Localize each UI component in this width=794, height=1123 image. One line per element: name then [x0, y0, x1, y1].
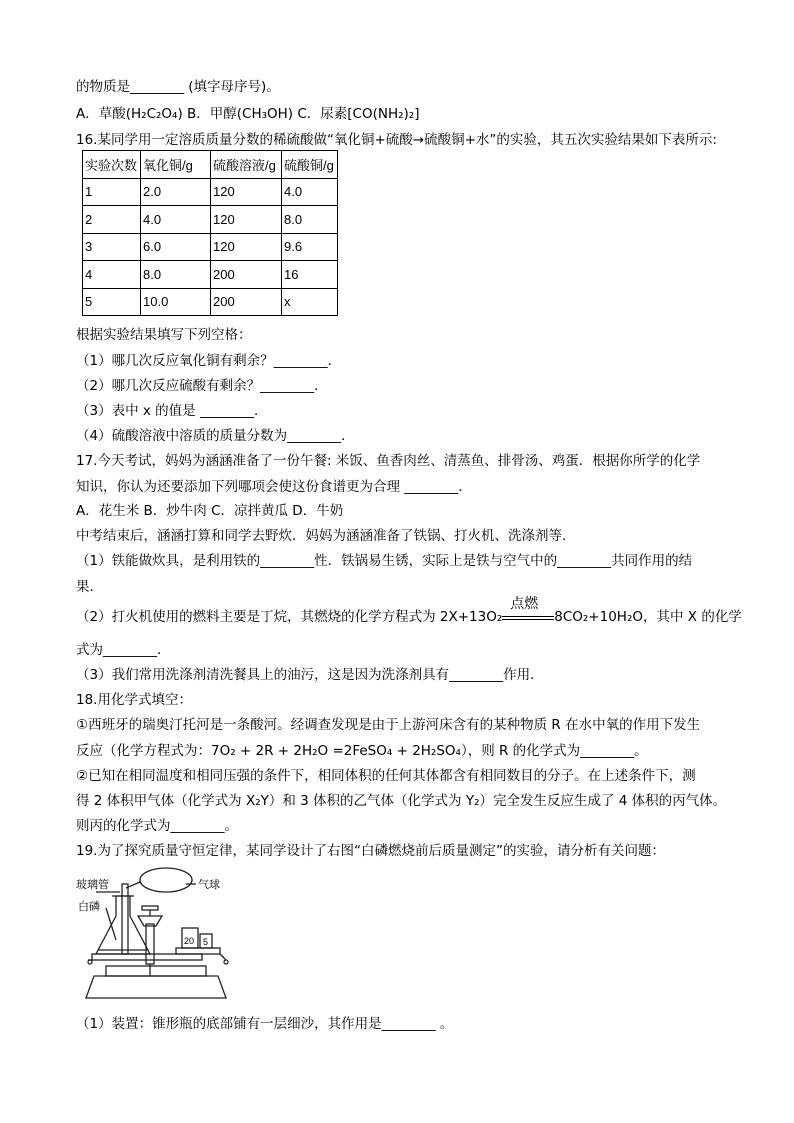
table-cell: 120 [211, 233, 282, 261]
table-cell: 8.0 [282, 206, 338, 234]
q19-stem: 19.为了探究质量守恒定律，某同学设计了右图“白磷燃烧前后质量测定”的实验，请分析有关问题： [76, 843, 665, 859]
table-cell: 3 [83, 233, 141, 261]
label-balloon: 气球 [198, 879, 220, 891]
q17-context: 中考结束后，涵涵打算和同学去野炊．妈妈为涵涵准备了铁锅、打火机、洗涤剂等． [76, 528, 576, 544]
table-row [83, 261, 338, 289]
table-header: 实验次数 [83, 151, 141, 179]
table-cell: 2 [83, 206, 141, 234]
flask-shape [96, 896, 150, 954]
q15-options: A．草酸(H₂C₂O₄) B．甲醇(CH₃OH) C．尿素[CO(NH₂)₂] [76, 106, 420, 122]
table-cell: 4.0 [141, 206, 211, 234]
table-header: 硫酸溶液/g [211, 151, 282, 179]
table-cell: 5 [83, 288, 141, 316]
top-line: 的物质是________ (填字母序号)。 [76, 79, 280, 95]
table-cell: x [282, 288, 338, 316]
label-white-phosphorus: 白磷 [78, 901, 100, 913]
table-cell: 8.0 [141, 261, 211, 289]
results-table [82, 150, 338, 316]
weight-label-20: 20 [184, 936, 195, 946]
q17-sub1-line1: （1）铁能做炊具，是利用铁的________性．铁锅易生锈，实际上是铁与空气中的________共同作用的结 [76, 553, 693, 569]
table-header-row [83, 151, 338, 179]
q18-p1-line2: 反应（化学方程式为：7O₂ + 2R + 2H₂O =2FeSO₄ + 2H₂SO₄），则 R 的化学式为________。 [76, 743, 648, 759]
table-row [83, 206, 338, 234]
balloon-shape [140, 868, 192, 892]
table-cell: 200 [211, 261, 282, 289]
table-cell: 4.0 [282, 178, 338, 206]
table-cell: 10.0 [141, 288, 211, 316]
q16-sub1: （1）哪几次反应氧化铜有剩余？________． [76, 353, 342, 369]
q17-sub1-line2: 果． [76, 579, 103, 595]
table-row [83, 233, 338, 261]
label-glass-tube: 玻璃管 [76, 879, 109, 891]
q17-stem-line1: 17.今天考试，妈妈为涵涵准备了一份午餐: 米饭、鱼香肉丝、清蒸鱼、排骨汤、鸡蛋．根据你所学的化学 [76, 453, 701, 469]
table-cell: 120 [211, 178, 282, 206]
reaction-arrow [502, 596, 554, 626]
table-cell: 120 [211, 206, 282, 234]
q16-sub2: （2）哪几次反应硫酸有剩余？________． [76, 378, 328, 394]
table-row [83, 178, 338, 206]
q18-stem: 18.用化学式填空： [76, 692, 192, 708]
q17-sub2-line1 [76, 596, 742, 626]
q17-sub3: （3）我们常用洗涤剂清洗餐具上的油污，这是因为洗涤剂具有________作用． [76, 667, 544, 683]
equation-right: 8CO₂+10H₂O，其中 X 的化学 [554, 609, 742, 625]
weight-label-5: 5 [203, 937, 209, 947]
q16-sub3: （3）表中 x 的值是 ________． [76, 403, 268, 419]
table-cell: 16 [282, 261, 338, 289]
q16-sub4: （4）硫酸溶液中溶质的质量分数为________． [76, 428, 355, 444]
q18-p1-line1: ①西班牙的瑞奥汀托河是一条酸河。经调查发现是由于上游河床含有的某种物质 R 在水中氧的作用下发生 [76, 717, 701, 733]
table-cell: 6.0 [141, 233, 211, 261]
q17-options: A．花生米 B．炒牛肉 C．凉拌黄瓜 D．牛奶 [76, 503, 344, 519]
q16-stem: 16.某同学用一定溶质质量分数的稀硫酸做“氧化铜+硫酸→硫酸铜+水”的实验，其五次实验结果如下表所示: [76, 132, 717, 148]
table-cell: 2.0 [141, 178, 211, 206]
q18-p2-line3: 则丙的化学式为________。 [76, 818, 238, 834]
q17-sub2-line2: 式为________． [76, 642, 171, 658]
q17-stem-line2: 知识，你认为还要添加下列哪项会使这份食谱更为合理 ________． [76, 479, 472, 495]
apparatus-figure [76, 866, 246, 1008]
table-cell: 4 [83, 261, 141, 289]
table-cell: 1 [83, 178, 141, 206]
equation-left: （2）打火机使用的燃料主要是丁烷，其燃烧的化学方程式为 2X+13O₂ [76, 609, 503, 625]
q18-p2-line1: ②已知在相同温度和相同压强的条件下，相同体积的任何其体都含有相同数目的分子。在上述条件下，测 [76, 768, 696, 784]
table-cell: 9.6 [282, 233, 338, 261]
table-row [83, 288, 338, 316]
q18-p2-line2: 得 2 体积甲气体（化学式为 X₂Y）和 3 体积的乙气体（化学式为 Y₂）完全发生反应生成了 4 体积的丙气体。 [76, 793, 727, 809]
table-header: 氧化铜/g [141, 151, 211, 179]
q16-instruction: 根据实验结果填写下列空格： [76, 327, 252, 343]
reaction-condition: 点燃 [510, 596, 539, 612]
q19-sub1: （1）装置：锥形瓶的底部铺有一层细沙，其作用是________ 。 [76, 1016, 454, 1032]
table-cell: 200 [211, 288, 282, 316]
table-header: 硫酸铜/g [282, 151, 338, 179]
